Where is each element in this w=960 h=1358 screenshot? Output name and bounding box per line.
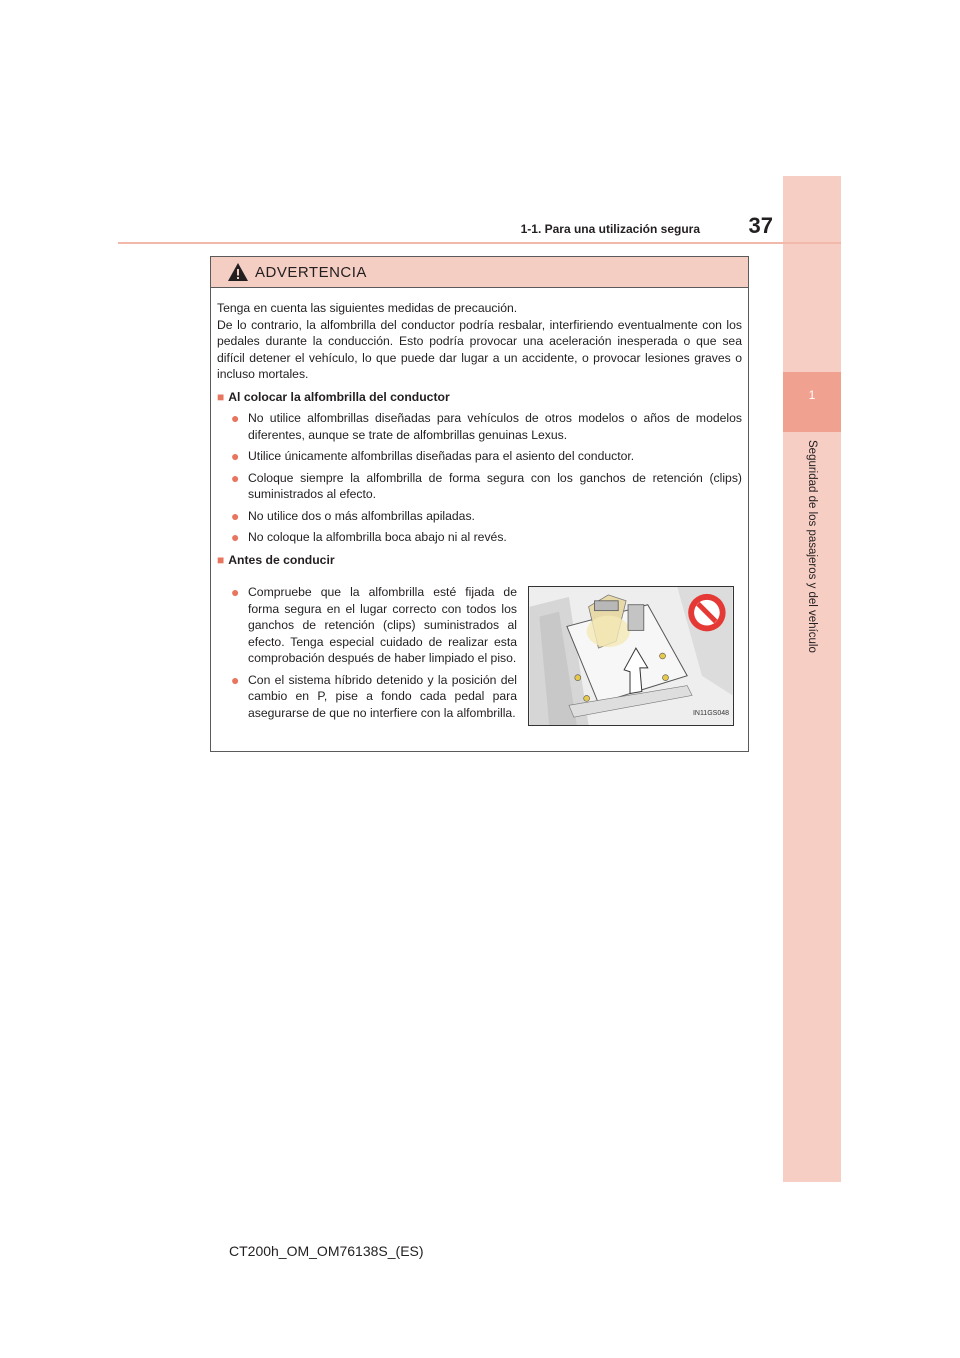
bullet-dot-icon: ● (231, 584, 240, 600)
list-item-text: No coloque la alfombrilla boca abajo ni al revés. (248, 530, 507, 544)
warning-triangle-icon (227, 262, 249, 282)
section-title: 1-1. Para una utilización segura (520, 222, 700, 236)
list-item (217, 584, 517, 667)
bullet-dot-icon: ● (231, 671, 240, 688)
document-code: CT200h_OM_OM76138S_(ES) (229, 1243, 424, 1259)
side-tab-chapter-title: Seguridad de los pasajeros y del vehículo (806, 440, 818, 653)
list-item (217, 410, 742, 443)
section-1-heading-text: Al colocar la alfombrilla del conductor (228, 389, 450, 404)
bullet-dot-icon: ● (231, 448, 240, 464)
square-bullet-icon: ■ (217, 552, 225, 567)
list-item (217, 672, 517, 722)
warning-body (211, 288, 748, 726)
bullet-dot-icon: ● (231, 410, 240, 426)
section-2-heading (217, 552, 742, 569)
section-2-list (217, 572, 517, 726)
side-tab-chapter-marker (783, 372, 841, 432)
side-tab-chapter-number: 1 (808, 388, 816, 402)
warning-header (211, 257, 748, 288)
bullet-dot-icon: ● (231, 529, 240, 545)
floor-mat-drawing (529, 587, 733, 725)
intro-line-2: De lo contrario, la alfombrilla del conductor podría resbalar, interfiriendo eventualmente con los pedales durante la conducción. Esto podría provocar una aceleración inesperada o que sea difícil detener el vehículo, lo que puede dar lugar a un accidente, o provocar lesiones graves o incluso mortales. (217, 317, 742, 381)
bullet-dot-icon: ● (231, 469, 240, 486)
list-item (217, 529, 742, 546)
section-1-heading (217, 389, 742, 406)
figure-code: IN11GS048 (692, 709, 729, 717)
list-item (217, 470, 742, 503)
warning-title: ADVERTENCIA (255, 263, 367, 281)
side-tab-band (783, 176, 841, 1182)
section-2-heading-text: Antes de conducir (228, 552, 335, 567)
list-item-text: Coloque siempre la alfombrilla de forma segura con los ganchos de retención (clips) suministrados al efecto. (248, 470, 742, 501)
list-item-text: No utilice dos o más alfombrillas apiladas. (248, 508, 475, 523)
list-item-text: No utilice alfombrillas diseñadas para vehículos de otros modelos o años de modelos diferentes, aunque se trate de alfombrillas genuinas Lexus. (248, 411, 742, 442)
warning-intro (217, 300, 742, 383)
floor-mat-illustration (528, 586, 734, 726)
list-item (217, 508, 742, 525)
bullet-dot-icon: ● (231, 507, 240, 524)
list-item-text: Con el sistema híbrido detenido y la posición del cambio en P, pise a fondo cada pedal para asegurarse de que no interfiere con la alfombrilla. (248, 672, 517, 720)
list-item-text: Utilice únicamente alfombrillas diseñadas para el asiento del conductor. (248, 449, 635, 463)
page-number: 37 (748, 213, 773, 238)
warning-box (210, 256, 749, 752)
list-item-text: Compruebe que la alfombrilla esté fijada de forma segura en el lugar correcto con todos los ganchos de retención (clips) suministrados al efecto. Tenga especial cuidado de realizar esta comprobación después de haber limpiado el piso. (248, 585, 517, 665)
section-2-content (217, 572, 742, 726)
intro-line-1: Tenga en cuenta las siguientes medidas de precaución. (217, 301, 518, 315)
square-bullet-icon: ■ (217, 389, 225, 404)
header-rule (118, 242, 841, 244)
list-item (217, 448, 742, 465)
